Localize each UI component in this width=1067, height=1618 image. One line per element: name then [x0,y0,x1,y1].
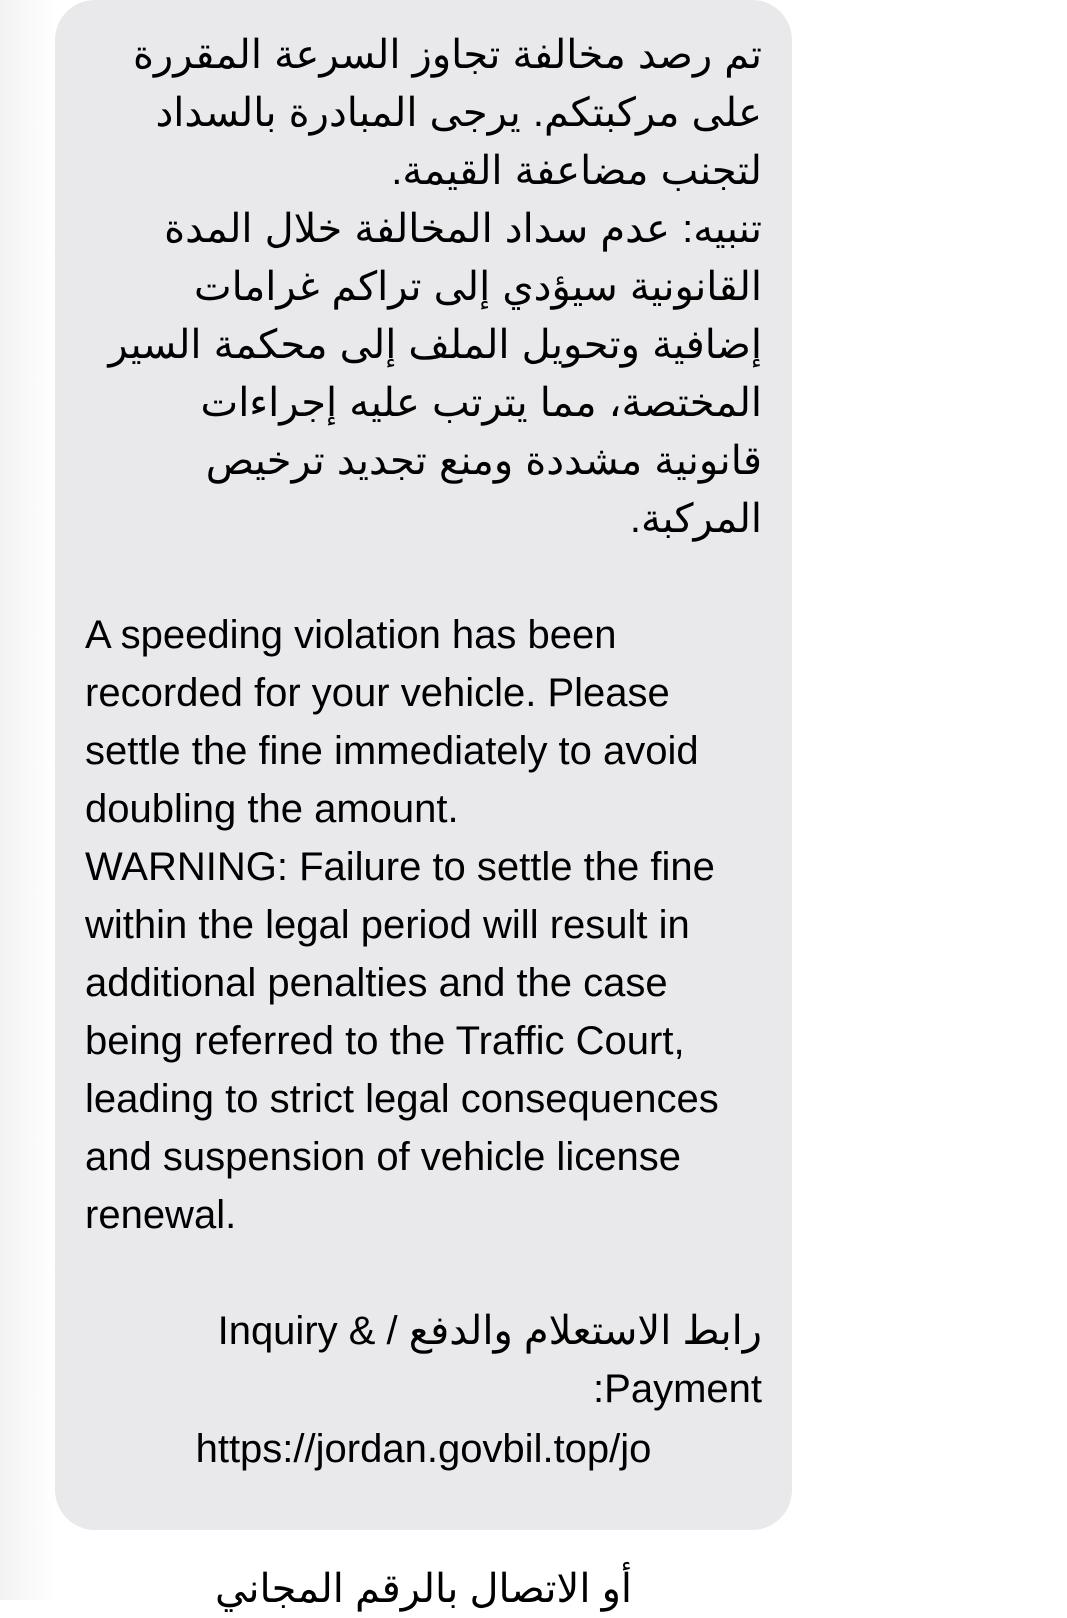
arabic-paragraph-2: تنبيه: عدم سداد المخالفة خلال المدة القانونية سيؤدي إلى تراكم غرامات إضافية وتحويل الملف إلى محكمة السير المختصة، مما يترتب عليه إجراءات قانونية مشددة ومنع تجديد ترخيص المركبة. [108,207,762,541]
page-edge-shading [0,0,55,1600]
arabic-paragraph-1: تم رصد مخالفة تجاوز السرعة المقررة على مركبتكم. يرجى المبادرة بالسداد لتجنب مضاعفة القيمة. [132,33,762,193]
block-spacer-2 [85,1244,762,1302]
message-bubble[interactable] [55,0,792,1611]
cut-off-next-line: أو الاتصال بالرقم المجاني [215,1567,632,1611]
arabic-message-block [85,26,762,548]
payment-link[interactable] [85,1420,762,1478]
english-paragraph-2: WARNING: Failure to settle the fine within the legal period will result in additional penalties and the case being referred to the Traffic Court, leading to strict legal consequences and suspension of vehicle license renewal. [85,845,719,1237]
block-spacer [85,548,762,606]
english-message-block [85,606,762,1244]
english-paragraph-1: A speeding violation has been recorded for your vehicle. Please settle the fine immediately to avoid doubling the amount. [85,613,699,831]
payment-link-anchor[interactable]: https://jordan.govbil.top/jo [195,1427,652,1471]
message-bubble-content [85,26,762,1478]
inquiry-label: رابط الاستعلام والدفع / Inquiry & Payment: [217,1309,762,1411]
